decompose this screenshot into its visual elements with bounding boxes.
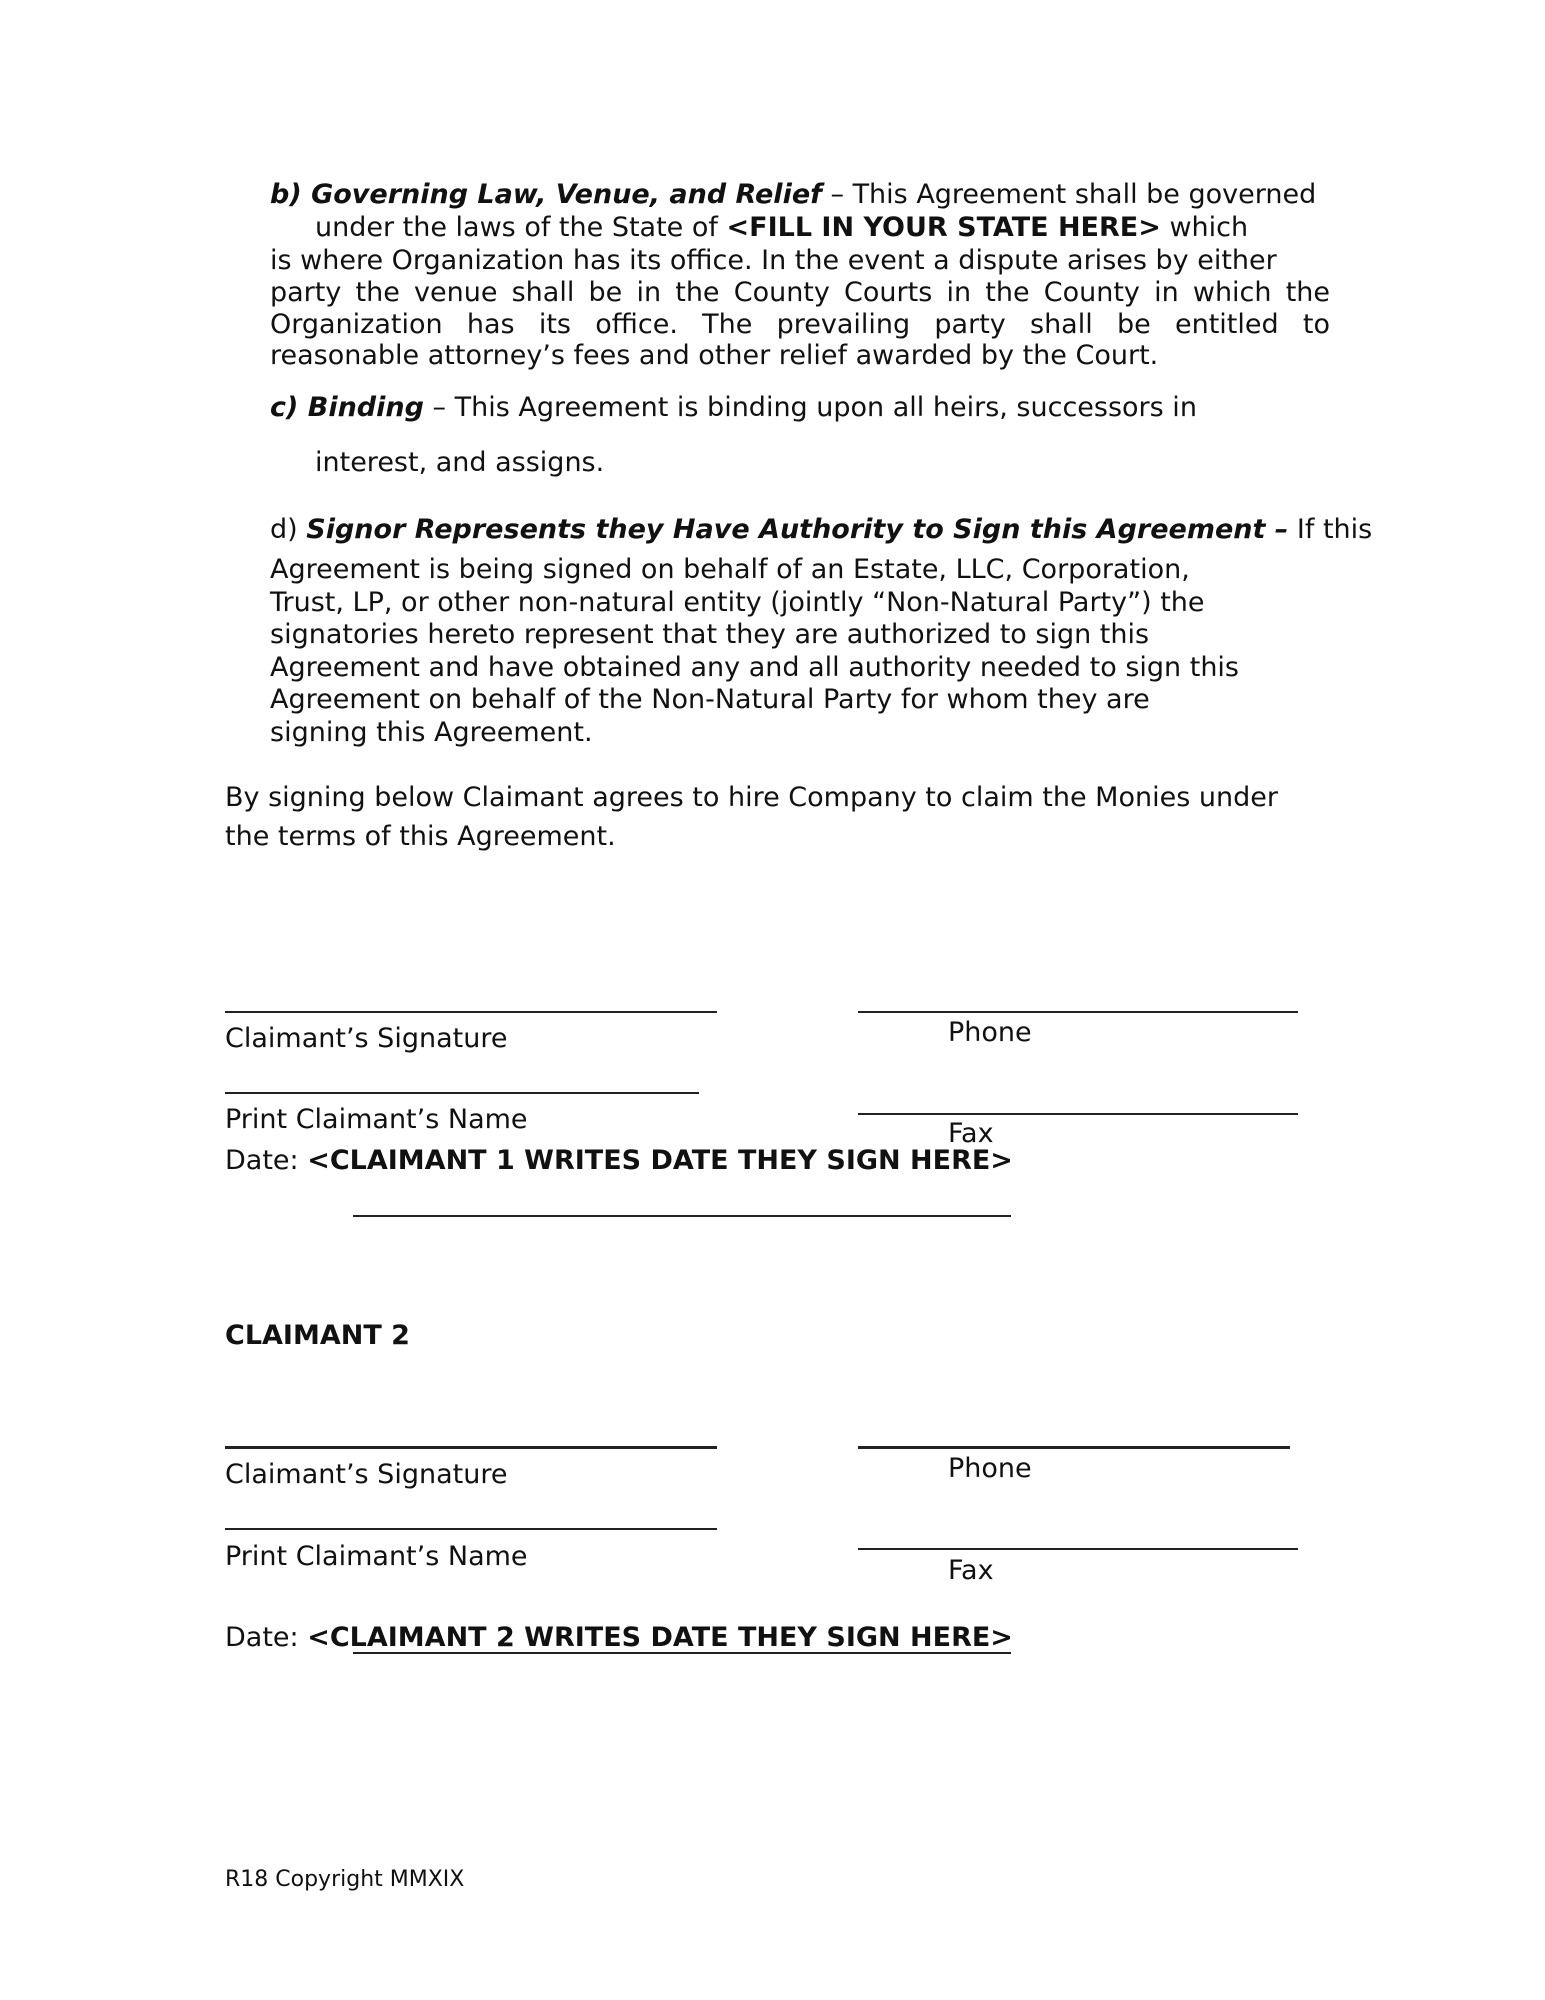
claimant-2-name-line[interactable] — [225, 1528, 717, 1530]
clause-d-line-5: Agreement and have obtained any and all authority needed to sign this — [270, 652, 1239, 683]
claimant-1-date-line[interactable] — [353, 1215, 1011, 1217]
footer-copyright: R18 Copyright MMXIX — [225, 1867, 465, 1892]
clause-d-line-3: Trust, LP, or other non-natural entity (jointly “Non-Natural Party”) the — [270, 587, 1205, 618]
claimant-2-date-label: Date: — [225, 1622, 308, 1653]
claimant-1-name-line[interactable] — [225, 1092, 699, 1094]
claimant-1-fax-line[interactable] — [858, 1113, 1298, 1115]
clause-c-heading: c) Binding — [270, 392, 424, 423]
clause-b-line-2-pre: under the laws of the State of — [315, 212, 727, 243]
claimant-2-phone-line[interactable] — [858, 1446, 1290, 1449]
closing-line-2: the terms of this Agreement. — [225, 821, 616, 852]
clause-d-line-4: signatories hereto represent that they are authorized to sign this — [270, 619, 1150, 650]
clause-b-line-2-post: which — [1160, 212, 1249, 243]
claimant-1-date — [225, 1144, 1013, 1177]
claimant-1-name-label: Print Claimant’s Name — [225, 1104, 528, 1135]
claimant-1-phone-label: Phone — [948, 1017, 1032, 1048]
claimant-1-date-label: Date: — [225, 1145, 308, 1176]
claimant-1-signature-label: Claimant’s Signature — [225, 1023, 508, 1054]
clause-b-line-4: party the venue shall be in the County Courts in the County in which the — [270, 277, 1330, 308]
clause-c-line-1-text: This Agreement is binding upon all heirs, successors in — [454, 392, 1197, 423]
claimant-2-name-label: Print Claimant’s Name — [225, 1541, 528, 1572]
claimant-1-fax-label: Fax — [948, 1118, 994, 1149]
clause-b-line-6: reasonable attorney’s fees and other relief awarded by the Court. — [270, 340, 1159, 371]
claimant-1-date-placeholder: <CLAIMANT 1 WRITES DATE THEY SIGN HERE> — [307, 1145, 1013, 1176]
clause-b-line-1-text: This Agreement shall be governed — [852, 179, 1317, 210]
clause-b-line-5: Organization has its office. The prevailing party shall be entitled to — [270, 309, 1330, 340]
clause-b-dash: – — [821, 179, 853, 210]
clause-b-line-3: is where Organization has its office. In the event a dispute arises by either — [270, 245, 1277, 276]
claimant-2-date-placeholder: <CLAIMANT 2 WRITES DATE THEY SIGN HERE> — [307, 1622, 1013, 1653]
state-placeholder: <FILL IN YOUR STATE HERE> — [726, 212, 1161, 243]
clause-d-line-1 — [270, 513, 1372, 546]
clause-d-label: d) — [270, 514, 307, 545]
clause-b-heading: b) Governing Law, Venue, and Relief — [270, 179, 822, 210]
claimant-2-signature-label: Claimant’s Signature — [225, 1459, 508, 1490]
clause-d-line-6: Agreement on behalf of the Non-Natural Party for whom they are — [270, 684, 1150, 715]
claimant-2-fax-line[interactable] — [858, 1548, 1298, 1550]
claimant-2-phone-label: Phone — [948, 1453, 1032, 1484]
clause-b-line-2 — [315, 211, 1248, 244]
claimant-1-signature-line[interactable] — [225, 1011, 717, 1013]
clause-c-line-2: interest, and assigns. — [315, 447, 605, 478]
claimant-2-fax-label: Fax — [948, 1555, 994, 1586]
clause-c-dash: – — [423, 392, 455, 423]
clause-b-line-1 — [270, 178, 1316, 211]
closing-line-1: By signing below Claimant agrees to hire Company to claim the Monies under — [225, 782, 1278, 813]
clause-d-line-1-text: If this — [1288, 514, 1373, 545]
claimant-2-date-line[interactable] — [353, 1652, 1011, 1654]
clause-d-line-2: Agreement is being signed on behalf of an Estate, LLC, Corporation, — [270, 554, 1190, 585]
clause-c-line-1 — [270, 391, 1197, 424]
claimant-2-signature-line[interactable] — [225, 1446, 717, 1449]
clause-d-line-7: signing this Agreement. — [270, 717, 593, 748]
claimant-1-phone-line[interactable] — [858, 1011, 1298, 1013]
clause-d-heading: Signor Represents they Have Authority to Sign this Agreement – — [306, 514, 1289, 545]
claimant-2-heading: CLAIMANT 2 — [225, 1320, 410, 1351]
claimant-2-date — [225, 1621, 1013, 1654]
